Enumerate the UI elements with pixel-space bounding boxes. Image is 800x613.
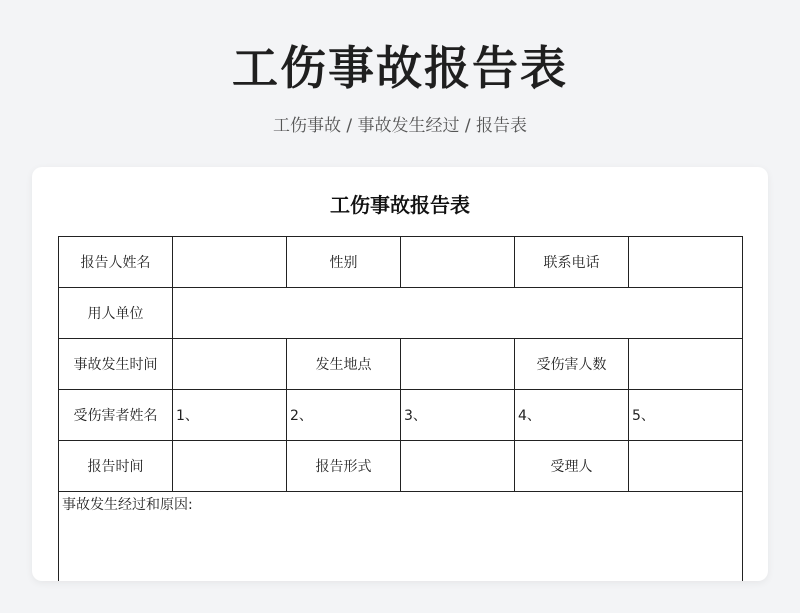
reporter-name-field[interactable] (173, 237, 287, 288)
gender-label: 性别 (287, 237, 401, 288)
accident-description-label: 事故发生经过和原因: (62, 497, 193, 513)
report-form-label: 报告形式 (287, 441, 401, 492)
accident-time-label: 事故发生时间 (59, 339, 173, 390)
table-row-employer (59, 288, 743, 339)
reporter-name-label: 报告人姓名 (59, 237, 173, 288)
report-time-field[interactable] (173, 441, 287, 492)
injured-name-4-field[interactable]: 4、 (515, 390, 629, 441)
page-title: 工伤事故报告表 (232, 41, 568, 95)
accident-time-field[interactable] (173, 339, 287, 390)
injured-name-2-field[interactable]: 2、 (287, 390, 401, 441)
table-row-description (59, 492, 743, 582)
breadcrumb: 工伤事故 / 事故发生经过 / 报告表 (272, 116, 528, 136)
table-row-reporter (59, 237, 743, 288)
employer-label: 用人单位 (59, 288, 173, 339)
injured-count-field[interactable] (629, 339, 743, 390)
table-row-injured-names (59, 390, 743, 441)
table-row-accident (59, 339, 743, 390)
location-field[interactable] (401, 339, 515, 390)
report-form-field[interactable] (401, 441, 515, 492)
report-time-label: 报告时间 (59, 441, 173, 492)
phone-field[interactable] (629, 237, 743, 288)
gender-field[interactable] (401, 237, 515, 288)
injured-name-5-field[interactable]: 5、 (629, 390, 743, 441)
receiver-label: 受理人 (515, 441, 629, 492)
table-row-report (59, 441, 743, 492)
injured-name-1-field[interactable]: 1、 (173, 390, 287, 441)
employer-field[interactable] (173, 288, 743, 339)
injured-name-3-field[interactable]: 3、 (401, 390, 515, 441)
report-form-table (58, 236, 743, 581)
receiver-field[interactable] (629, 441, 743, 492)
accident-description-field[interactable] (59, 492, 743, 582)
form-title: 工伤事故报告表 (330, 193, 470, 217)
location-label: 发生地点 (287, 339, 401, 390)
injured-count-label: 受伤害人数 (515, 339, 629, 390)
form-card (32, 167, 768, 581)
injured-names-label: 受伤害者姓名 (59, 390, 173, 441)
phone-label: 联系电话 (515, 237, 629, 288)
